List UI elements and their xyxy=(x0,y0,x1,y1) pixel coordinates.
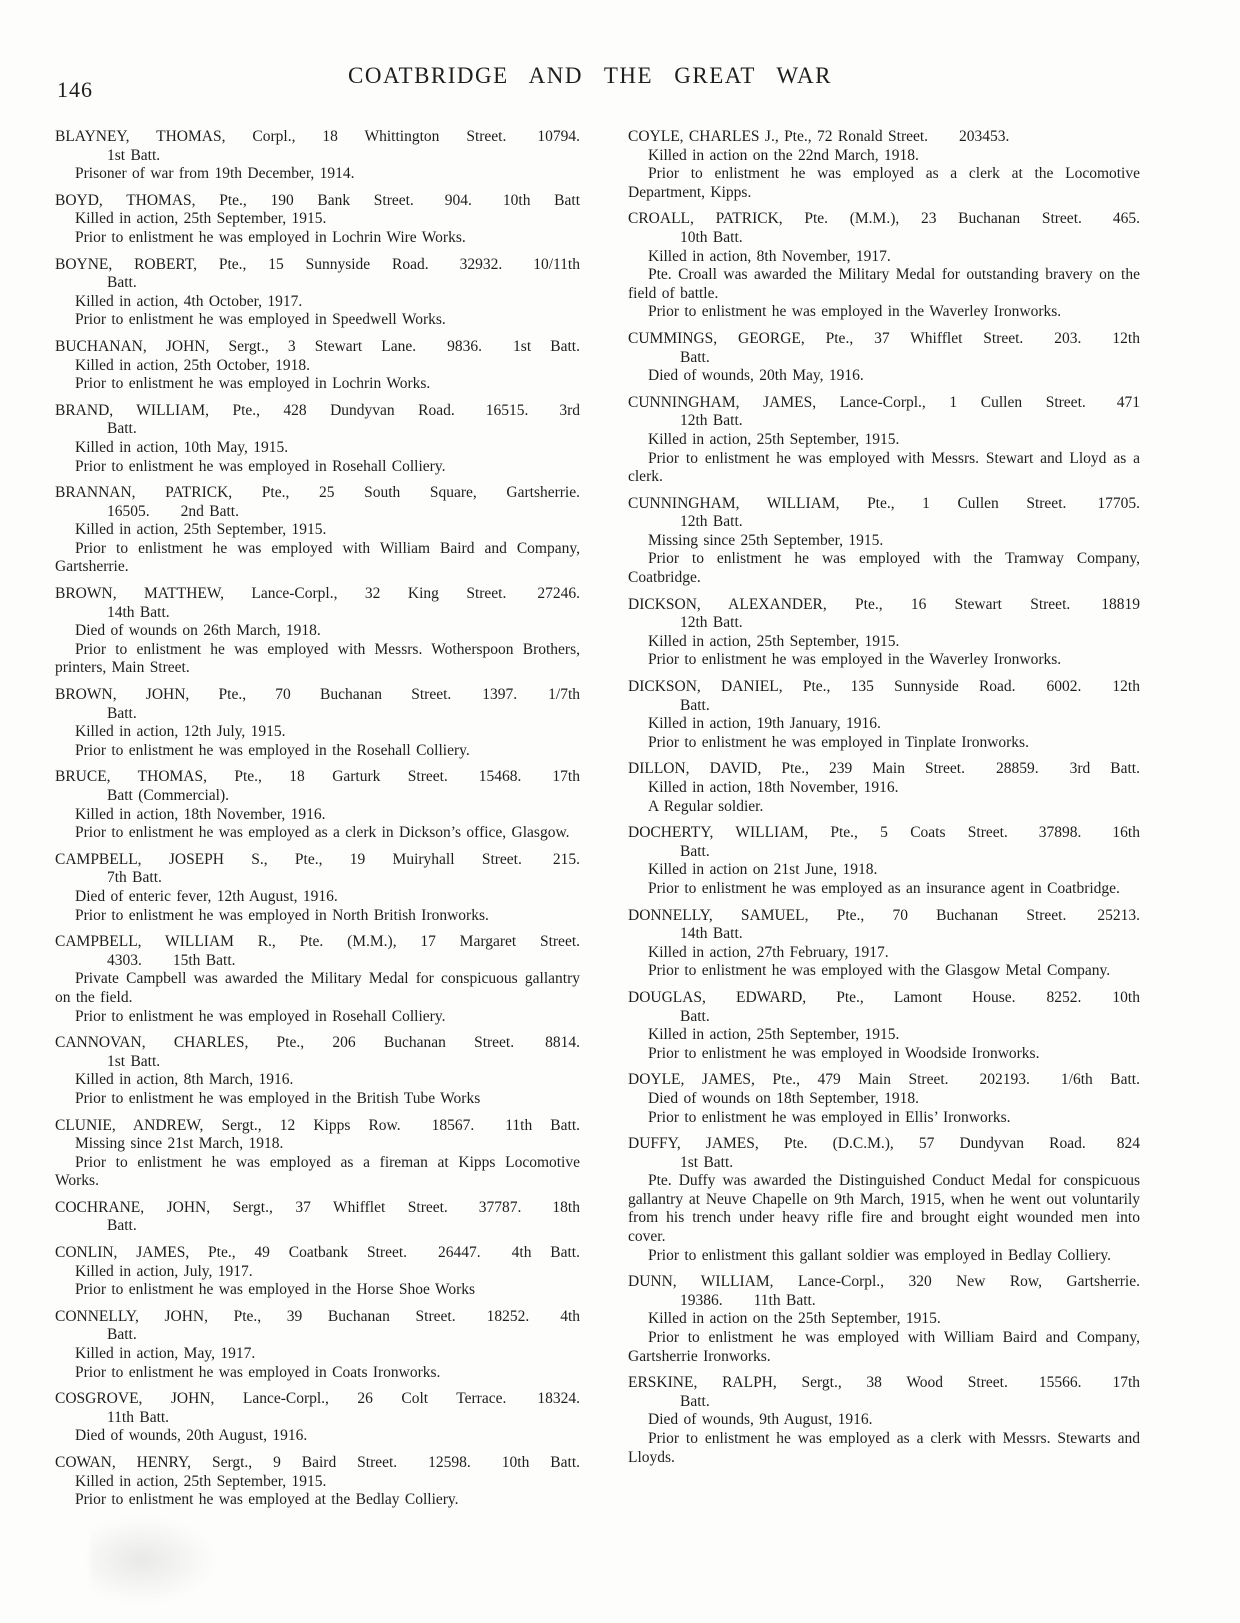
entry-head-continuation: 16505. 2nd Batt. xyxy=(107,502,239,520)
record-entry xyxy=(628,394,1140,487)
entry-head: BRUCE, THOMAS, Pte., 18 Garturk Street. 15468. 17th xyxy=(55,768,580,786)
entry-detail: Prior to enlistment he was employed in Lochrin Wire Works. xyxy=(75,228,466,246)
entry-detail: Private Campbell was awarded the Military Medal for conspicuous gallantry on the field. xyxy=(55,970,580,1006)
entry-head: DUFFY, JAMES, Pte. (D.C.M.), 57 Dundyvan Road. 824 xyxy=(628,1135,1140,1153)
entry-head-continuation: 14th Batt. xyxy=(680,925,743,943)
entry-detail: Killed in action, 18th November, 1916. xyxy=(75,805,326,823)
entry-detail: Prior to enlistment he was employed in the Rosehall Colliery. xyxy=(75,741,470,759)
entry-detail: Died of enteric fever, 12th August, 1916. xyxy=(75,887,338,905)
entry-detail: Killed in action, 25th September, 1915. xyxy=(648,430,900,448)
entry-detail: Prior to enlistment he was employed as a clerk at the Locomotive Department, Kipps. xyxy=(628,165,1140,201)
page-title: COATBRIDGE AND THE GREAT WAR xyxy=(348,63,832,88)
entry-detail: Killed in action, 25th September, 1915. xyxy=(648,1026,900,1044)
entry-detail: Prior to enlistment he was employed in Rosehall Colliery. xyxy=(75,1007,446,1025)
entry-detail: Prior to enlistment he was employed as an insurance agent in Coatbridge. xyxy=(648,879,1120,897)
entry-detail: Killed in action, 19th January, 1916. xyxy=(648,715,881,733)
entry-detail: Missing since 21st March, 1918. xyxy=(75,1135,284,1153)
entry-head: CUMMINGS, GEORGE, Pte., 37 Whifflet Street. 203. 12th xyxy=(628,329,1140,347)
entry-detail: Prior to enlistment he was employed in the British Tube Works xyxy=(75,1089,481,1107)
entry-detail: Prior to enlistment he was employed in Coats Ironworks. xyxy=(75,1363,441,1381)
entry-head-continuation: 12th Batt. xyxy=(680,513,743,531)
entry-detail: Killed in action on the 22nd March, 1918. xyxy=(648,146,919,164)
entry-detail: Prior to enlistment he was employed as a fireman at Kipps Locomotive Works. xyxy=(55,1153,580,1190)
record-entry xyxy=(55,1244,580,1300)
column-right xyxy=(628,128,1140,1518)
entry-detail: Killed in action, 4th October, 1917. xyxy=(75,292,303,310)
entry-head-continuation: 10th Batt. xyxy=(680,228,743,246)
record-entry xyxy=(55,484,580,577)
entry-head: CAMPBELL, JOSEPH S., Pte., 19 Muiryhall Street. 215. xyxy=(55,850,580,868)
entry-detail: Killed in action, 8th November, 1917. xyxy=(648,247,891,265)
entry-head-continuation: 19386. 11th Batt. xyxy=(680,1291,816,1309)
entry-head: COWAN, HENRY, Sergt., 9 Baird Street. 12598. 10th Batt. xyxy=(55,1454,580,1471)
entry-detail: Prior to enlistment he was employed in Lochrin Works. xyxy=(75,375,431,393)
entry-head: COCHRANE, JOHN, Sergt., 37 Whifflet Street. 37787. 18th xyxy=(55,1198,580,1216)
record-entry xyxy=(55,585,580,678)
entry-head-continuation: Batt. xyxy=(107,1326,137,1344)
entry-head: BROWN, MATTHEW, Lance-Corpl., 32 King Street. 27246. xyxy=(55,585,580,603)
entry-head: DILLON, DAVID, Pte., 239 Main Street. 28859. 3rd Batt. xyxy=(628,760,1140,778)
entry-detail: Killed in action, 25th September, 1915. xyxy=(75,210,327,228)
entry-detail: Pte. Croall was awarded the Military Medal for outstanding bravery on the field of battle. xyxy=(628,266,1140,302)
entry-detail: Killed in action, 8th March, 1916. xyxy=(75,1071,294,1089)
entry-detail: Prior to enlistment he was employed in Ellis’ Ironworks. xyxy=(648,1108,1011,1126)
entry-head-continuation: Batt. xyxy=(107,274,137,292)
entry-detail: Killed in action, 25th September, 1915. xyxy=(75,1472,327,1490)
record-entry xyxy=(55,256,580,330)
record-entry xyxy=(628,989,1140,1063)
entry-detail: Prior to enlistment he was employed with the Tramway Company, Coatbridge. xyxy=(628,550,1140,587)
entry-head: CROALL, PATRICK, Pte. (M.M.), 23 Buchanan Street. 465. xyxy=(628,210,1140,228)
entry-detail: Prior to enlistment he was employed with the Glasgow Metal Company. xyxy=(648,962,1111,980)
entry-head-continuation: 1st Batt. xyxy=(680,1153,734,1171)
entry-detail: A Regular soldier. xyxy=(648,797,764,815)
entry-head-continuation: 1st Batt. xyxy=(107,146,161,164)
entry-detail: Prior to enlistment he was employed with Messrs. Wotherspoon Brothers, printers, Main Street. xyxy=(55,640,580,677)
entry-head: DOUGLAS, EDWARD, Pte., Lamont House. 8252. 10th xyxy=(628,988,1140,1006)
entry-head: COSGROVE, JOHN, Lance-Corpl., 26 Colt Terrace. 18324. xyxy=(55,1390,580,1408)
entry-detail: Died of wounds, 20th August, 1916. xyxy=(75,1427,308,1445)
entry-detail: Killed in action on 21st June, 1918. xyxy=(648,861,878,879)
record-entry xyxy=(628,596,1140,670)
page-header xyxy=(0,0,1240,120)
record-entry xyxy=(628,1071,1140,1127)
record-entry xyxy=(628,1374,1140,1467)
record-entry xyxy=(628,330,1140,386)
entry-head-continuation: Batt (Commercial). xyxy=(107,787,230,804)
entry-head-continuation: Batt. xyxy=(107,420,137,438)
entry-detail: Died of wounds, 9th August, 1916. xyxy=(648,1411,873,1429)
entry-head: DUNN, WILLIAM, Lance-Corpl., 320 New Row, Gartsherrie. xyxy=(628,1273,1140,1291)
record-entry xyxy=(55,933,580,1026)
entry-detail: Killed in action, May, 1917. xyxy=(75,1345,256,1363)
entry-detail: Died of wounds on 18th September, 1918. xyxy=(648,1089,919,1107)
record-entry xyxy=(628,128,1140,202)
entry-head-continuation: 7th Batt. xyxy=(107,869,162,887)
entry-head-continuation: Batt. xyxy=(107,1217,137,1235)
record-entry xyxy=(55,402,580,476)
record-entry xyxy=(55,851,580,925)
entry-head: COYLE, CHARLES J., Pte., 72 Ronald Street. 203453. xyxy=(628,128,1010,145)
record-entry xyxy=(628,1135,1140,1265)
entry-head: CONLIN, JAMES, Pte., 49 Coatbank Street. 26447. 4th Batt. xyxy=(55,1244,580,1262)
entry-head: DONNELLY, SAMUEL, Pte., 70 Buchanan Street. 25213. xyxy=(628,906,1140,924)
record-entry xyxy=(55,128,580,184)
entry-detail: Killed in action, 25th September, 1915. xyxy=(648,632,900,650)
entry-head-continuation: 14th Batt. xyxy=(107,603,170,621)
record-entry xyxy=(55,1308,580,1382)
entry-head: CANNOVAN, CHARLES, Pte., 206 Buchanan Street. 8814. xyxy=(55,1034,580,1052)
record-entry xyxy=(628,678,1140,752)
entry-head-continuation: Batt. xyxy=(680,348,710,366)
entry-detail: Killed in action, July, 1917. xyxy=(75,1262,253,1280)
entry-detail: Killed in action, 27th February, 1917. xyxy=(648,943,889,961)
entry-detail: Prisoner of war from 19th December, 1914. xyxy=(75,165,355,183)
record-entry xyxy=(55,686,580,760)
record-entry xyxy=(55,192,580,248)
entry-detail: Prior to enlistment he was employed in the Waverley Ironworks. xyxy=(648,651,1062,669)
entry-detail: Prior to enlistment he was employed with William Baird and Company, Gartsherrie Ironworks. xyxy=(628,1329,1140,1365)
entry-head-continuation: Batt. xyxy=(680,696,710,714)
entry-head-continuation: Batt. xyxy=(680,842,710,860)
two-column-text xyxy=(55,128,1140,1518)
entry-detail: Killed in action, 18th November, 1916. xyxy=(648,779,899,796)
entry-head-continuation: Batt. xyxy=(680,1007,710,1025)
entry-head: DICKSON, DANIEL, Pte., 135 Sunnyside Road. 6002. 12th xyxy=(628,678,1140,696)
scan-smudge xyxy=(90,1515,220,1605)
entry-head: DOCHERTY, WILLIAM, Pte., 5 Coats Street. 37898. 16th xyxy=(628,824,1140,842)
record-entry xyxy=(55,1390,580,1446)
entry-head: DICKSON, ALEXANDER, Pte., 16 Stewart Street. 18819 xyxy=(628,595,1140,613)
record-entry xyxy=(628,907,1140,981)
entry-head-continuation: Batt. xyxy=(107,704,137,722)
entry-head: BRAND, WILLIAM, Pte., 428 Dundyvan Road. 16515. 3rd xyxy=(55,401,580,419)
page-number: 146 xyxy=(57,77,93,102)
entry-head: BOYD, THOMAS, Pte., 190 Bank Street. 904. 10th Batt xyxy=(55,191,580,209)
entry-head-continuation: 11th Batt. xyxy=(107,1408,170,1426)
entry-head: BRANNAN, PATRICK, Pte., 25 South Square, Gartsherrie. xyxy=(55,484,580,502)
record-entry xyxy=(55,1454,580,1510)
entry-detail: Prior to enlistment he was employed with William Baird and Company, Gartsherrie. xyxy=(55,539,580,576)
entry-head-continuation: Batt. xyxy=(680,1392,710,1410)
record-entry xyxy=(55,338,580,394)
entry-head: CUNNINGHAM, WILLIAM, Pte., 1 Cullen Street. 17705. xyxy=(628,494,1140,512)
entry-head: CLUNIE, ANDREW, Sergt., 12 Kipps Row. 18567. 11th Batt. xyxy=(55,1116,580,1134)
entry-detail: Prior to enlistment he was employed in Rosehall Colliery. xyxy=(75,457,446,475)
column-left xyxy=(55,128,580,1518)
entry-detail: Prior to enlistment he was employed in the Horse Shoe Works xyxy=(75,1281,476,1299)
entry-head: BROWN, JOHN, Pte., 70 Buchanan Street. 1397. 1/7th xyxy=(55,686,580,704)
record-entry xyxy=(628,210,1140,322)
entry-detail: Prior to enlistment he was employed with Messrs. Stewart and Lloyd as a clerk. xyxy=(628,449,1140,486)
record-entry xyxy=(628,824,1140,898)
entry-detail: Missing since 25th September, 1915. xyxy=(648,531,884,549)
entry-head: CUNNINGHAM, JAMES, Lance-Corpl., 1 Cullen Street. 471 xyxy=(628,393,1140,411)
record-entry xyxy=(55,768,580,842)
entry-detail: Prior to enlistment he was employed in the Waverley Ironworks. xyxy=(648,303,1062,321)
entry-detail: Prior to enlistment he was employed in Woodside Ironworks. xyxy=(648,1044,1040,1062)
entry-detail: Killed in action, 12th July, 1915. xyxy=(75,723,286,741)
entry-detail: Pte. Duffy was awarded the Distinguished Conduct Medal for conspicuous gallantry at Neuve Chapelle on 9th March, 1915, when he went out voluntarily from his trench under heavy rifle fire and brought eight wounded men into cover. xyxy=(628,1172,1140,1246)
entry-head: BUCHANAN, JOHN, Sergt., 3 Stewart Lane. 9836. 1st Batt. xyxy=(55,337,580,355)
record-entry xyxy=(628,1273,1140,1366)
entry-head: ERSKINE, RALPH, Sergt., 38 Wood Street. 15566. 17th xyxy=(628,1374,1140,1392)
entry-detail: Prior to enlistment he was employed in Speedwell Works. xyxy=(75,311,446,329)
entry-head-continuation: 1st Batt. xyxy=(107,1052,161,1070)
entry-detail: Killed in action on the 25th September, 1915. xyxy=(648,1310,941,1328)
entry-detail: Died of wounds on 26th March, 1918. xyxy=(75,622,321,640)
entry-head: BOYNE, ROBERT, Pte., 15 Sunnyside Road. 32932. 10/11th xyxy=(55,255,580,273)
entry-head: CAMPBELL, WILLIAM R., Pte. (M.M.), 17 Margaret Street. xyxy=(55,933,580,951)
entry-head-continuation: 4303. 15th Batt. xyxy=(107,951,236,969)
entry-detail: Killed in action, 25th September, 1915. xyxy=(75,521,327,539)
entry-detail: Prior to enlistment he was employed as a clerk with Messrs. Stewarts and Lloyds. xyxy=(628,1430,1140,1466)
entry-detail: Prior to enlistment he was employed in North British Ironworks. xyxy=(75,906,489,924)
entry-detail: Killed in action, 10th May, 1915. xyxy=(75,438,289,456)
entry-head: DOYLE, JAMES, Pte., 479 Main Street. 202193. 1/6th Batt. xyxy=(628,1071,1140,1089)
record-entry xyxy=(55,1199,580,1236)
entry-head: BLAYNEY, THOMAS, Corpl., 18 Whittington Street. 10794. xyxy=(55,128,580,145)
entry-head-continuation: 12th Batt. xyxy=(680,412,743,430)
entry-detail: Killed in action, 25th October, 1918. xyxy=(75,356,311,374)
entry-detail: Died of wounds, 20th May, 1916. xyxy=(648,367,864,385)
record-entry xyxy=(628,495,1140,588)
entry-detail: Prior to enlistment he was employed in Tinplate Ironworks. xyxy=(648,733,1029,751)
entry-detail: Prior to enlistment he was employed as a clerk in Dickson’s office, Glasgow. xyxy=(75,824,570,842)
record-entry xyxy=(55,1117,580,1191)
entry-head: CONNELLY, JOHN, Pte., 39 Buchanan Street. 18252. 4th xyxy=(55,1307,580,1325)
entry-head-continuation: 12th Batt. xyxy=(680,614,743,632)
entry-detail: Prior to enlistment he was employed at the Bedlay Colliery. xyxy=(75,1491,459,1509)
entry-detail: Prior to enlistment this gallant soldier was employed in Bedlay Colliery. xyxy=(648,1246,1111,1264)
record-entry xyxy=(55,1034,580,1108)
record-entry xyxy=(628,760,1140,816)
